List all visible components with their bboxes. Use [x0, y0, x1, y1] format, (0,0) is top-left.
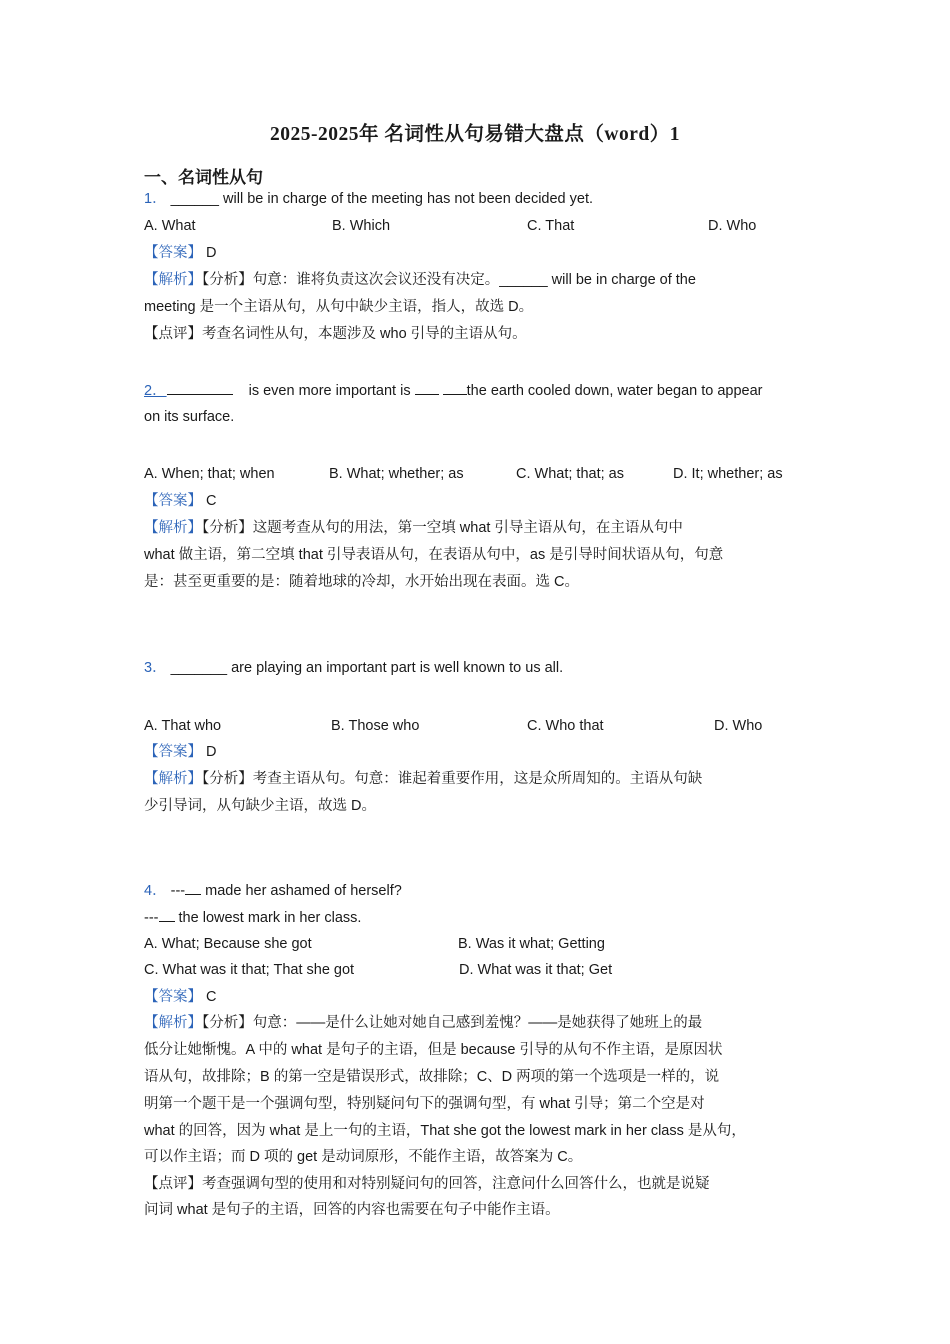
- option-c: C. What; that; as: [516, 466, 624, 482]
- analysis-tag: 【解析】: [144, 1015, 202, 1031]
- question-2-stem: [144, 380, 763, 401]
- analysis-line: [144, 270, 696, 290]
- answer-value: C: [206, 493, 217, 509]
- blank: [159, 907, 175, 922]
- analysis-text: 【分析】考查主语从句。句意：谁起着重要作用，这是众所周知的。主语从句缺: [202, 771, 703, 787]
- document-title: 2025-2025年 名词性从句易错大盘点（word）1: [270, 124, 680, 145]
- answer-tag: 【答案】: [144, 744, 202, 760]
- question-text: made her ashamed of herself?: [205, 883, 402, 899]
- option-a: A. That who: [144, 718, 222, 734]
- question-3-stem: [144, 658, 563, 678]
- analysis-text: 语从句，故排除；B 的第一空是错误形式，故排除；C、D 两项的第一个选项是一样的，说: [144, 1069, 720, 1085]
- analysis-text: 少引导词，从句缺少主语，故选 D。: [144, 798, 376, 814]
- answer-tag: 【答案】: [144, 989, 202, 1005]
- comment-text: 【点评】考查强调句型的使用和对特别疑问句的回答，注意问什么回答什么，也就是说疑: [144, 1176, 710, 1192]
- section-heading: 一、名词性从句: [144, 168, 263, 187]
- question-text: the earth cooled down, water began to appear: [466, 383, 763, 399]
- option-b: B. What; whether; as: [329, 466, 464, 482]
- option-c: C. That: [527, 218, 575, 234]
- question-number: 1．: [144, 191, 167, 207]
- analysis-tag: 【解析】: [144, 520, 202, 536]
- question-number[interactable]: 2．: [144, 383, 233, 399]
- question-number: 4．: [144, 883, 167, 899]
- dash: ---: [144, 910, 159, 926]
- question-4-stem: [144, 880, 402, 901]
- analysis-text: 是：甚至更重要的是：随着地球的冷却，水开始出现在表面。选 C。: [144, 574, 579, 590]
- analysis-text: 明第一个题干是一个强调句型，特别疑问句下的强调句型，有 what 引导；第二个空是对: [144, 1096, 705, 1112]
- question-text-line2: [144, 907, 361, 928]
- answer-tag: 【答案】: [144, 493, 202, 509]
- analysis-line: [144, 1013, 702, 1033]
- analysis-text: what 做主语，第二空填 that 引导表语从句，在表语从句中，as 是引导时间状语从句，句意: [144, 547, 724, 563]
- question-text: on its surface.: [144, 409, 235, 425]
- analysis-text: 低分让她惭愧。A 中的 what 是句子的主语，但是 because 引导的从句不作主语，是原因状: [144, 1042, 723, 1058]
- answer-line: [144, 987, 217, 1007]
- analysis-text: 可以作主语；而 D 项的 get 是动词原形，不能作主语，故答案为 C。: [144, 1149, 583, 1165]
- analysis-text: 【分析】这题考查从句的用法，第一空填 what 引导主语从句，在主语从句中: [202, 520, 683, 536]
- question-1-stem: [144, 189, 593, 209]
- question-text: the lowest mark in her class.: [178, 910, 362, 926]
- analysis-text: 【分析】句意：谁将负责这次会议还没有决定。______ will be in charge of the: [202, 272, 696, 288]
- blank: [415, 380, 439, 395]
- analysis-line: [144, 518, 683, 538]
- comment-text: 【点评】考查名词性从句，本题涉及 who 引导的主语从句。: [144, 326, 527, 342]
- option-b: B. Which: [332, 218, 391, 234]
- answer-line: [144, 243, 217, 263]
- question-text: ______ will be in charge of the meeting has not been decided yet.: [170, 191, 594, 207]
- option-d: D. Who: [714, 718, 763, 734]
- analysis-text: meeting 是一个主语从句，从句中缺少主语，指人，故选 D。: [144, 299, 534, 315]
- option-d: D. It; whether; as: [673, 466, 783, 482]
- answer-value: D: [206, 245, 217, 261]
- option-a: A. What: [144, 218, 196, 234]
- analysis-tag: 【解析】: [144, 771, 202, 787]
- question-text: is even more important is: [248, 383, 411, 399]
- option-d: D. Who: [708, 218, 757, 234]
- analysis-line: [144, 769, 702, 789]
- option-b: B. Those who: [331, 718, 420, 734]
- option-d: D. What was it that; Get: [459, 962, 613, 978]
- dash: ---: [170, 883, 186, 899]
- answer-line: [144, 491, 217, 511]
- answer-line: [144, 742, 217, 762]
- blank: [185, 880, 201, 895]
- analysis-text: 【分析】句意：——是什么让她对她自己感到羞愧？——是她获得了她班上的最: [202, 1015, 703, 1031]
- answer-value: D: [206, 744, 217, 760]
- analysis-text: what 的回答，因为 what 是上一句的主语，That she got the lowest mark in her class 是从句，: [144, 1123, 746, 1139]
- option-c: C. What was it that; That she got: [144, 962, 355, 978]
- answer-tag: 【答案】: [144, 245, 202, 261]
- analysis-tag: 【解析】: [144, 272, 202, 288]
- comment-text: 问词 what 是句子的主语，回答的内容也需要在句子中能作主语。: [144, 1202, 560, 1218]
- option-a: A. What; Because she got: [144, 936, 312, 952]
- option-b: B. Was it what; Getting: [458, 936, 605, 952]
- option-a: A. When; that; when: [144, 466, 275, 482]
- question-text: _______ are playing an important part is well known to us all.: [170, 660, 564, 676]
- answer-value: C: [206, 989, 217, 1005]
- option-c: C. Who that: [527, 718, 604, 734]
- question-number: 3．: [144, 660, 167, 676]
- blank: [443, 380, 467, 395]
